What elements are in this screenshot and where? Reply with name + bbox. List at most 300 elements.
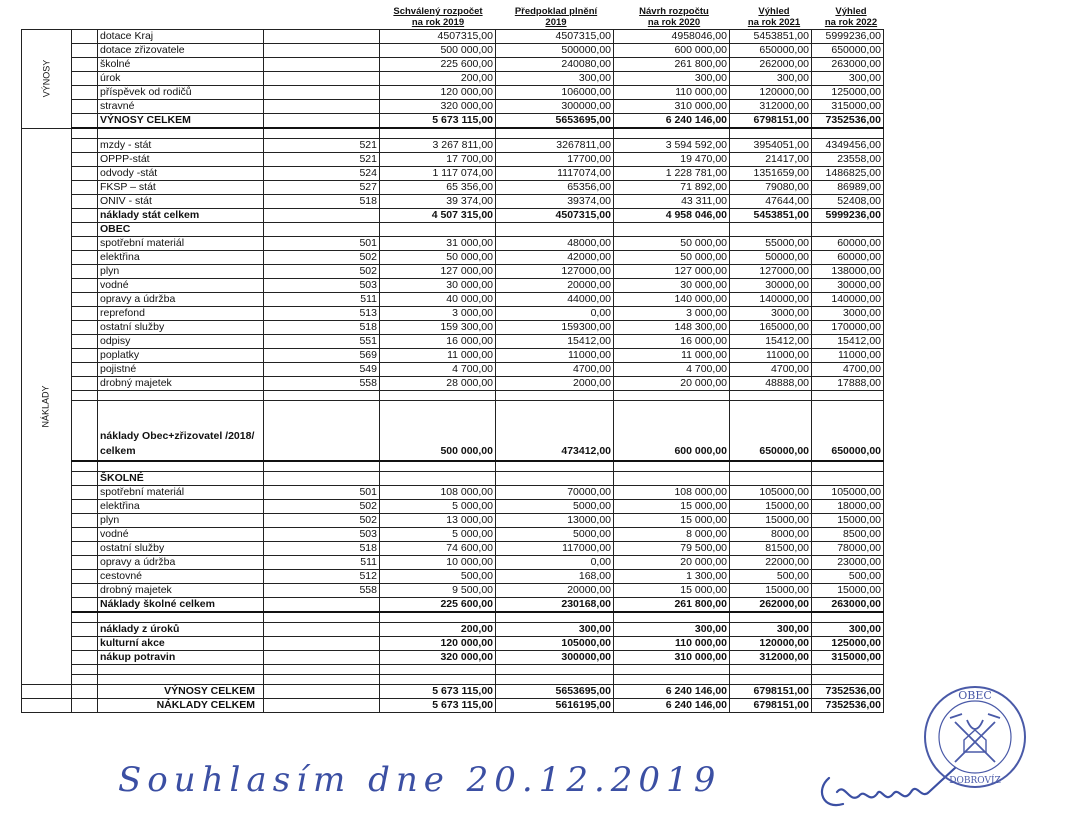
row-label: náklady Obec+zřizovatel /2018/ celkem bbox=[98, 401, 264, 462]
subgroup-cell bbox=[72, 598, 98, 613]
value-cell: 300,00 bbox=[730, 623, 812, 637]
stamp-bottom-text: DOBROVÍZ bbox=[949, 776, 1001, 786]
value-cell: 44000,00 bbox=[496, 293, 614, 307]
value-cell: 30 000,00 bbox=[614, 279, 730, 293]
account-code: 527 bbox=[264, 181, 380, 195]
row-label bbox=[98, 461, 264, 472]
value-cell bbox=[812, 472, 884, 486]
value-cell bbox=[614, 391, 730, 401]
value-cell: 600 000,00 bbox=[614, 44, 730, 58]
value-cell: 15000,00 bbox=[730, 500, 812, 514]
subgroup-cell bbox=[72, 391, 98, 401]
value-cell: 300,00 bbox=[496, 623, 614, 637]
value-cell: 4 507 315,00 bbox=[380, 209, 496, 223]
value-cell: 650000,00 bbox=[730, 44, 812, 58]
value-cell bbox=[730, 675, 812, 685]
row-label: elektřina bbox=[98, 251, 264, 265]
value-cell: 50 000,00 bbox=[614, 251, 730, 265]
account-code bbox=[264, 58, 380, 72]
value-cell bbox=[496, 223, 614, 237]
value-cell: 315000,00 bbox=[812, 651, 884, 665]
row-label: pojistné bbox=[98, 363, 264, 377]
table-row bbox=[22, 675, 884, 685]
table-row bbox=[22, 114, 884, 129]
value-cell: 310 000,00 bbox=[614, 100, 730, 114]
value-cell: 105000,00 bbox=[730, 486, 812, 500]
value-cell: 3 000,00 bbox=[380, 307, 496, 321]
value-cell: 120 000,00 bbox=[380, 86, 496, 100]
value-cell: 108 000,00 bbox=[380, 486, 496, 500]
group-label-vynosy bbox=[22, 30, 72, 129]
account-code: 558 bbox=[264, 377, 380, 391]
value-cell: 140 000,00 bbox=[614, 293, 730, 307]
subgroup-cell bbox=[72, 349, 98, 363]
account-code: 503 bbox=[264, 528, 380, 542]
value-cell: 300,00 bbox=[614, 72, 730, 86]
value-cell: 4700,00 bbox=[812, 363, 884, 377]
value-cell: 200,00 bbox=[380, 72, 496, 86]
value-cell: 43 311,00 bbox=[614, 195, 730, 209]
value-cell: 13 000,00 bbox=[380, 514, 496, 528]
subgroup-cell bbox=[72, 58, 98, 72]
row-label: ostatní služby bbox=[98, 542, 264, 556]
value-cell: 108 000,00 bbox=[614, 486, 730, 500]
table-row bbox=[22, 651, 884, 665]
value-cell bbox=[496, 472, 614, 486]
value-cell: 300,00 bbox=[812, 623, 884, 637]
value-cell: 650000,00 bbox=[730, 401, 812, 462]
value-cell: 81500,00 bbox=[730, 542, 812, 556]
stamp-top-text: OBEC bbox=[958, 689, 992, 702]
col-header-1: Schválený rozpočet na rok 2019 bbox=[393, 6, 483, 28]
value-cell: 159 300,00 bbox=[380, 321, 496, 335]
table-row bbox=[22, 223, 884, 237]
value-cell bbox=[380, 391, 496, 401]
row-label: Náklady školné celkem bbox=[98, 598, 264, 613]
subgroup-cell bbox=[72, 556, 98, 570]
value-cell: 200,00 bbox=[380, 623, 496, 637]
account-code bbox=[264, 461, 380, 472]
table-row bbox=[22, 251, 884, 265]
value-cell: 7352536,00 bbox=[812, 114, 884, 129]
account-code: 501 bbox=[264, 486, 380, 500]
row-label bbox=[98, 675, 264, 685]
table-row bbox=[22, 514, 884, 528]
value-cell: 6 240 146,00 bbox=[614, 114, 730, 129]
value-cell: 110 000,00 bbox=[614, 86, 730, 100]
subgroup-cell bbox=[72, 181, 98, 195]
subgroup-cell bbox=[72, 251, 98, 265]
value-cell: 5 000,00 bbox=[380, 528, 496, 542]
value-cell: 20000,00 bbox=[496, 584, 614, 598]
table-row bbox=[22, 699, 884, 713]
subgroup-cell bbox=[72, 100, 98, 114]
row-label: vodné bbox=[98, 528, 264, 542]
value-cell: 261 800,00 bbox=[614, 58, 730, 72]
row-label bbox=[98, 665, 264, 675]
subgroup-cell bbox=[72, 675, 98, 685]
value-cell: 5000,00 bbox=[496, 528, 614, 542]
value-cell: 71 892,00 bbox=[614, 181, 730, 195]
account-code: 569 bbox=[264, 349, 380, 363]
value-cell: 262000,00 bbox=[730, 58, 812, 72]
value-cell: 473412,00 bbox=[496, 401, 614, 462]
account-code bbox=[264, 623, 380, 637]
value-cell: 310 000,00 bbox=[614, 651, 730, 665]
subgroup-cell bbox=[72, 570, 98, 584]
value-cell: 8500,00 bbox=[812, 528, 884, 542]
value-cell: 6 240 146,00 bbox=[614, 685, 730, 699]
value-cell: 1351659,00 bbox=[730, 167, 812, 181]
value-cell: 47644,00 bbox=[730, 195, 812, 209]
subgroup-cell bbox=[72, 514, 98, 528]
value-cell: 312000,00 bbox=[730, 651, 812, 665]
value-cell: 225 600,00 bbox=[380, 58, 496, 72]
subgroup-cell bbox=[72, 321, 98, 335]
row-label: odpisy bbox=[98, 335, 264, 349]
account-code: 502 bbox=[264, 514, 380, 528]
subgroup-cell bbox=[72, 293, 98, 307]
value-cell: 15000,00 bbox=[812, 514, 884, 528]
row-label: FKSP – stát bbox=[98, 181, 264, 195]
value-cell: 74 600,00 bbox=[380, 542, 496, 556]
subgroup-cell bbox=[72, 542, 98, 556]
table-row bbox=[22, 377, 884, 391]
table-row bbox=[22, 307, 884, 321]
subgroup-cell bbox=[72, 665, 98, 675]
table-row bbox=[22, 279, 884, 293]
value-cell: 86989,00 bbox=[812, 181, 884, 195]
value-cell: 52408,00 bbox=[812, 195, 884, 209]
table-row bbox=[22, 556, 884, 570]
value-cell: 165000,00 bbox=[730, 321, 812, 335]
value-cell: 16 000,00 bbox=[380, 335, 496, 349]
row-label: nákup potravin bbox=[98, 651, 264, 665]
table-row bbox=[22, 401, 884, 462]
row-label: reprefond bbox=[98, 307, 264, 321]
value-cell: 6798151,00 bbox=[730, 114, 812, 129]
subgroup-cell bbox=[72, 114, 98, 129]
value-cell bbox=[614, 612, 730, 623]
subgroup-cell bbox=[72, 223, 98, 237]
row-label: VÝNOSY CELKEM bbox=[98, 685, 264, 699]
row-label: odvody -stát bbox=[98, 167, 264, 181]
value-cell bbox=[614, 128, 730, 139]
value-cell: 650000,00 bbox=[812, 44, 884, 58]
value-cell: 500 000,00 bbox=[380, 401, 496, 462]
value-cell: 5000,00 bbox=[496, 500, 614, 514]
account-code: 518 bbox=[264, 321, 380, 335]
value-cell: 1 117 074,00 bbox=[380, 167, 496, 181]
row-label: dotace Kraj bbox=[98, 30, 264, 44]
row-label: dotace zřizovatele bbox=[98, 44, 264, 58]
value-cell: 106000,00 bbox=[496, 86, 614, 100]
table-row bbox=[22, 612, 884, 623]
value-cell bbox=[614, 665, 730, 675]
value-cell bbox=[730, 665, 812, 675]
value-cell: 4700,00 bbox=[496, 363, 614, 377]
table-row bbox=[22, 58, 884, 72]
value-cell bbox=[812, 223, 884, 237]
account-code: 502 bbox=[264, 265, 380, 279]
value-cell: 5653695,00 bbox=[496, 685, 614, 699]
account-code: 549 bbox=[264, 363, 380, 377]
table-row bbox=[22, 181, 884, 195]
value-cell: 50 000,00 bbox=[380, 251, 496, 265]
value-cell: 42000,00 bbox=[496, 251, 614, 265]
table-row bbox=[22, 472, 884, 486]
table-row bbox=[22, 391, 884, 401]
value-cell: 60000,00 bbox=[812, 251, 884, 265]
group-label-naklady bbox=[22, 128, 72, 685]
budget-table bbox=[21, 29, 884, 713]
subgroup-cell bbox=[72, 486, 98, 500]
group-cell-empty bbox=[22, 699, 72, 713]
value-cell: 650000,00 bbox=[812, 401, 884, 462]
account-code bbox=[264, 30, 380, 44]
value-cell: 120000,00 bbox=[730, 86, 812, 100]
subgroup-cell bbox=[72, 401, 98, 462]
account-code: 551 bbox=[264, 335, 380, 349]
table-row bbox=[22, 363, 884, 377]
value-cell: 11 000,00 bbox=[380, 349, 496, 363]
value-cell: 225 600,00 bbox=[380, 598, 496, 613]
table-row bbox=[22, 623, 884, 637]
value-cell: 140000,00 bbox=[730, 293, 812, 307]
value-cell: 105000,00 bbox=[812, 486, 884, 500]
table-row bbox=[22, 72, 884, 86]
value-cell: 30 000,00 bbox=[380, 279, 496, 293]
account-code: 518 bbox=[264, 195, 380, 209]
subgroup-cell bbox=[72, 612, 98, 623]
value-cell: 4700,00 bbox=[730, 363, 812, 377]
account-code: 521 bbox=[264, 153, 380, 167]
row-label: ŠKOLNÉ bbox=[98, 472, 264, 486]
value-cell: 21417,00 bbox=[730, 153, 812, 167]
value-cell: 19 470,00 bbox=[614, 153, 730, 167]
value-cell bbox=[730, 472, 812, 486]
subgroup-cell bbox=[72, 651, 98, 665]
account-code bbox=[264, 699, 380, 713]
value-cell: 138000,00 bbox=[812, 265, 884, 279]
value-cell: 4507315,00 bbox=[496, 30, 614, 44]
table-row bbox=[22, 44, 884, 58]
row-label: plyn bbox=[98, 514, 264, 528]
account-code bbox=[264, 44, 380, 58]
subgroup-cell bbox=[72, 363, 98, 377]
value-cell: 13000,00 bbox=[496, 514, 614, 528]
row-label: příspěvek od rodičů bbox=[98, 86, 264, 100]
value-cell: 5453851,00 bbox=[730, 30, 812, 44]
value-cell: 23558,00 bbox=[812, 153, 884, 167]
table-row bbox=[22, 486, 884, 500]
value-cell bbox=[496, 461, 614, 472]
value-cell: 500,00 bbox=[730, 570, 812, 584]
subgroup-cell bbox=[72, 377, 98, 391]
value-cell: 263000,00 bbox=[812, 58, 884, 72]
subgroup-cell bbox=[72, 153, 98, 167]
value-cell: 50 000,00 bbox=[614, 237, 730, 251]
value-cell: 15 000,00 bbox=[614, 584, 730, 598]
value-cell: 125000,00 bbox=[812, 86, 884, 100]
value-cell bbox=[380, 612, 496, 623]
value-cell: 117000,00 bbox=[496, 542, 614, 556]
table-row bbox=[22, 265, 884, 279]
value-cell: 11000,00 bbox=[730, 349, 812, 363]
value-cell: 11000,00 bbox=[812, 349, 884, 363]
value-cell bbox=[496, 665, 614, 675]
col-header-5: Výhled na rok 2022 bbox=[824, 6, 878, 28]
row-label: spotřební materiál bbox=[98, 486, 264, 500]
value-cell bbox=[380, 675, 496, 685]
subgroup-cell bbox=[72, 139, 98, 153]
value-cell: 15412,00 bbox=[496, 335, 614, 349]
account-code: 524 bbox=[264, 167, 380, 181]
value-cell: 0,00 bbox=[496, 556, 614, 570]
row-label: elektřina bbox=[98, 500, 264, 514]
subgroup-cell bbox=[72, 584, 98, 598]
account-code: 511 bbox=[264, 293, 380, 307]
value-cell: 300000,00 bbox=[496, 651, 614, 665]
value-cell: 120 000,00 bbox=[380, 637, 496, 651]
value-cell: 120000,00 bbox=[730, 637, 812, 651]
value-cell: 500,00 bbox=[812, 570, 884, 584]
value-cell: 6798151,00 bbox=[730, 685, 812, 699]
value-cell bbox=[730, 461, 812, 472]
value-cell bbox=[614, 223, 730, 237]
value-cell: 159300,00 bbox=[496, 321, 614, 335]
value-cell bbox=[496, 391, 614, 401]
row-label: drobný majetek bbox=[98, 584, 264, 598]
value-cell: 50000,00 bbox=[730, 251, 812, 265]
account-code: 502 bbox=[264, 251, 380, 265]
value-cell: 7352536,00 bbox=[812, 685, 884, 699]
value-cell: 127000,00 bbox=[730, 265, 812, 279]
table-row bbox=[22, 209, 884, 223]
row-label: školné bbox=[98, 58, 264, 72]
value-cell: 127 000,00 bbox=[614, 265, 730, 279]
account-code bbox=[264, 209, 380, 223]
value-cell: 79 500,00 bbox=[614, 542, 730, 556]
row-label: ostatní služby bbox=[98, 321, 264, 335]
table-row bbox=[22, 584, 884, 598]
table-row bbox=[22, 570, 884, 584]
row-label: ONIV - stát bbox=[98, 195, 264, 209]
value-cell bbox=[614, 472, 730, 486]
value-cell bbox=[380, 128, 496, 139]
value-cell bbox=[730, 128, 812, 139]
account-code bbox=[264, 637, 380, 651]
value-cell: 312000,00 bbox=[730, 100, 812, 114]
subgroup-cell bbox=[72, 699, 98, 713]
value-cell: 4 700,00 bbox=[380, 363, 496, 377]
value-cell bbox=[812, 612, 884, 623]
table-row bbox=[22, 139, 884, 153]
subgroup-cell bbox=[72, 307, 98, 321]
value-cell: 230168,00 bbox=[496, 598, 614, 613]
account-code bbox=[264, 223, 380, 237]
subgroup-cell bbox=[72, 685, 98, 699]
row-label: opravy a údržba bbox=[98, 293, 264, 307]
subgroup-cell bbox=[72, 472, 98, 486]
value-cell: 15412,00 bbox=[730, 335, 812, 349]
account-code: 558 bbox=[264, 584, 380, 598]
value-cell: 315000,00 bbox=[812, 100, 884, 114]
value-cell: 4 958 046,00 bbox=[614, 209, 730, 223]
subgroup-cell bbox=[72, 209, 98, 223]
value-cell: 3267811,00 bbox=[496, 139, 614, 153]
account-code bbox=[264, 651, 380, 665]
value-cell: 39 374,00 bbox=[380, 195, 496, 209]
subgroup-cell bbox=[72, 637, 98, 651]
value-cell: 10 000,00 bbox=[380, 556, 496, 570]
col-header-2: Předpoklad plnění 2019 bbox=[514, 6, 598, 28]
value-cell: 5616195,00 bbox=[496, 699, 614, 713]
value-cell: 168,00 bbox=[496, 570, 614, 584]
group-cell-empty bbox=[22, 685, 72, 699]
account-code bbox=[264, 675, 380, 685]
value-cell: 170000,00 bbox=[812, 321, 884, 335]
row-label: spotřební materiál bbox=[98, 237, 264, 251]
value-cell: 48000,00 bbox=[496, 237, 614, 251]
row-label: opravy a údržba bbox=[98, 556, 264, 570]
subgroup-cell bbox=[72, 30, 98, 44]
subgroup-cell bbox=[72, 500, 98, 514]
account-code: 511 bbox=[264, 556, 380, 570]
table-row bbox=[22, 637, 884, 651]
value-cell bbox=[812, 391, 884, 401]
table-row bbox=[22, 293, 884, 307]
municipal-stamp bbox=[920, 682, 1030, 792]
value-cell: 23000,00 bbox=[812, 556, 884, 570]
value-cell: 1117074,00 bbox=[496, 167, 614, 181]
value-cell: 300,00 bbox=[812, 72, 884, 86]
table-row bbox=[22, 100, 884, 114]
table-row bbox=[22, 30, 884, 44]
value-cell: 4958046,00 bbox=[614, 30, 730, 44]
value-cell: 300,00 bbox=[614, 623, 730, 637]
handwritten-approval: Souhlasím dne 20.12.2019 bbox=[118, 760, 722, 800]
value-cell bbox=[730, 612, 812, 623]
row-label: OBEC bbox=[98, 223, 264, 237]
account-code: 518 bbox=[264, 542, 380, 556]
value-cell: 15000,00 bbox=[812, 584, 884, 598]
value-cell: 8 000,00 bbox=[614, 528, 730, 542]
subgroup-cell bbox=[72, 128, 98, 139]
table-row bbox=[22, 598, 884, 613]
value-cell: 20000,00 bbox=[496, 279, 614, 293]
subgroup-cell bbox=[72, 195, 98, 209]
value-cell bbox=[496, 612, 614, 623]
value-cell: 5653695,00 bbox=[496, 114, 614, 129]
account-code bbox=[264, 685, 380, 699]
table-row bbox=[22, 665, 884, 675]
value-cell: 105000,00 bbox=[496, 637, 614, 651]
subgroup-cell bbox=[72, 279, 98, 293]
table-row bbox=[22, 542, 884, 556]
value-cell: 300,00 bbox=[730, 72, 812, 86]
value-cell: 79080,00 bbox=[730, 181, 812, 195]
table-row bbox=[22, 86, 884, 100]
value-cell: 500000,00 bbox=[496, 44, 614, 58]
table-row bbox=[22, 335, 884, 349]
value-cell: 320 000,00 bbox=[380, 651, 496, 665]
value-cell: 600 000,00 bbox=[614, 401, 730, 462]
account-code bbox=[264, 665, 380, 675]
value-cell: 261 800,00 bbox=[614, 598, 730, 613]
value-cell bbox=[496, 675, 614, 685]
value-cell: 15 000,00 bbox=[614, 514, 730, 528]
